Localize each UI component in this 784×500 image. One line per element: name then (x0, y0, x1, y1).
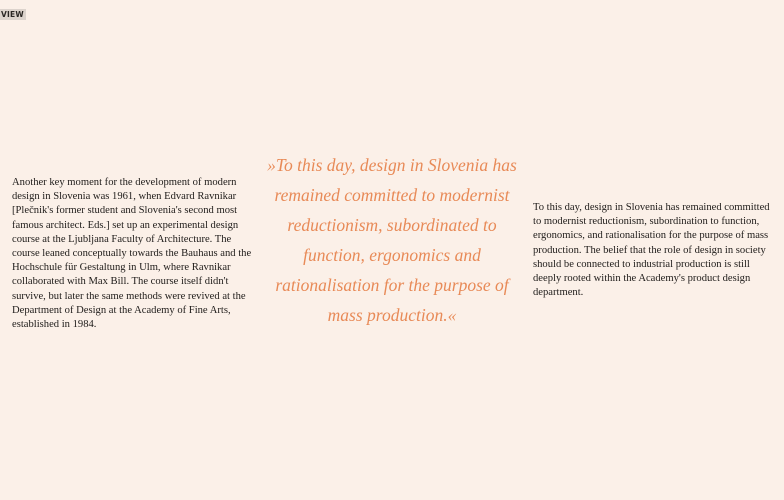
left-column (12, 176, 252, 332)
right-paragraph: To this day, design in Slovenia has remained committed to modernist reductionism, subordination to function, ergonomics, and rationalisation for the purpose of mass production. The belief that the role of design in society should be connected to industrial production is still deeply rooted within the Academy's product design department. (533, 202, 770, 299)
view-button[interactable]: VIEW (1, 10, 24, 19)
left-paragraph: Another key moment for the development of modern design in Slovenia was 1961, when Edvard Ravnikar [Plečnik's former student and Slovenia's second most famous architect. Eds.] set up an experimental design course at the Ljubljana Faculty of Architecture. The course leaned conceptually towards the Bauhaus and the Hochschule für Gestaltung in Ulm, where Ravnikar collaborated with Max Bill. The course itself didn't survive, but later the same methods were revived at the Department of Design at the Academy of Fine Arts, established in 1984. (12, 177, 252, 331)
pull-quote (262, 150, 522, 330)
pull-quote-text: »To this day, design in Slovenia has remained committed to modernist reductionism, subordinated to function, ergonomics and rationalisation for the purpose of mass production.« (267, 155, 517, 325)
right-column (533, 201, 775, 300)
